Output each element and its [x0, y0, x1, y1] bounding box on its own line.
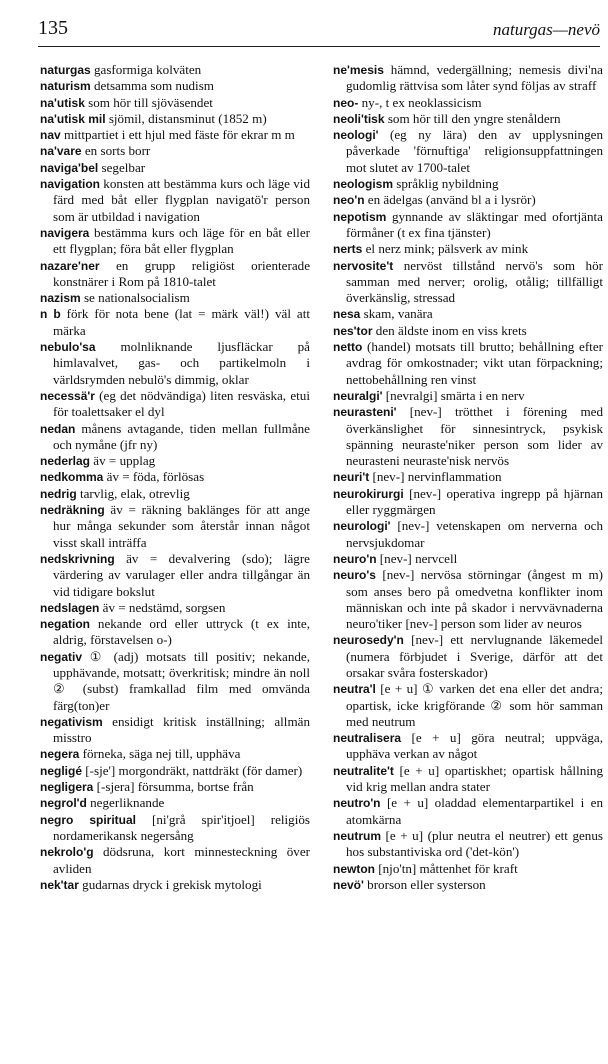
definition: förk för nota bene (lat = märk väl!) väl att märka	[53, 306, 310, 338]
definition: segelbar	[98, 159, 146, 175]
headword: nes'tor	[333, 323, 373, 338]
dictionary-entry	[40, 795, 310, 811]
dictionary-entry	[40, 258, 310, 291]
headword: nedan	[40, 421, 76, 436]
dictionary-entry	[333, 828, 603, 861]
dictionary-entry	[40, 877, 310, 893]
dictionary-entry	[333, 567, 603, 632]
headword: negrol'd	[40, 796, 87, 811]
definition: skam, vanära	[360, 306, 433, 322]
definition: (handel) motsats till brutto; behållning efter avdrag för omkostnader; vikt utan förpackning; nettobehållning ren vinst	[346, 339, 603, 387]
dictionary-entry	[40, 714, 310, 747]
headword: necessä'r	[40, 388, 95, 403]
dictionary-entry	[40, 176, 310, 225]
dictionary-entry	[333, 306, 603, 322]
dictionary-entry	[40, 225, 310, 258]
dictionary-entry	[333, 323, 603, 339]
dictionary-entry	[333, 877, 603, 893]
headword: neuri't	[333, 470, 370, 485]
definition: [nev-] nervösa störningar (ångest m m) som anses bero på omedvetna konflikter inom människan och inte på skador i nervvävnaderna neuro'tiker [nev-] person som lider av neuros	[346, 567, 603, 632]
definition: mittpartiet i ett hjul med fäste för ekrar m m	[60, 127, 295, 143]
headword: neo'n	[333, 193, 365, 208]
headword: nervosite't	[333, 258, 394, 273]
headword: neurasteni'	[333, 405, 397, 420]
definition: [nev-] trötthet i förening med överkänslighet för sinnesintryck, psykisk spänning neuraste'niker person som lider av neurasteni neuraste'nisk nervös	[346, 404, 603, 469]
dictionary-entry	[333, 258, 603, 307]
headword: n b	[40, 307, 61, 322]
dictionary-entry	[333, 681, 603, 730]
headword: nedskrivning	[40, 551, 115, 566]
dictionary-entry	[333, 795, 603, 828]
headword: neo-	[333, 95, 359, 110]
headword: neuro's	[333, 568, 376, 583]
definition: (eg ny lära) den av upplysningen påverkade 'förnuftiga' religionsuppfattningen mot slutet av 1700-talet	[346, 127, 603, 175]
definition: molnliknande ljusfläckar på himlavalvet, gas- och partikelmoln i världsrymden nebulö's dimmig, oklar	[53, 339, 310, 387]
dictionary-entry	[40, 469, 310, 485]
definition: [nev-] vetenskapen om nerverna och nervsjukdomar	[346, 518, 603, 550]
definition: bestämma kurs och läge för en båt eller ett flygplan; föra båt eller flygplan	[53, 224, 310, 257]
definition: el nerz mink; pälsverk av mink	[362, 241, 529, 257]
headword: newton	[333, 861, 375, 876]
definition: [njo'tn] måttenhet för kraft	[375, 860, 518, 876]
dictionary-entry	[40, 844, 310, 877]
headword: nek'tar	[40, 877, 79, 892]
headword: negativ	[40, 649, 83, 664]
dictionary-entry	[333, 111, 603, 127]
definition: gynnande av släktingar med ofortjänta förmåner (t ex fina tjänster)	[346, 208, 603, 240]
definition: konsten att bestämma kurs och läge vid färd med båt eller flygplan navigatö'r person som är utbildad i navigation	[53, 176, 310, 224]
dictionary-entry	[40, 78, 310, 94]
headword: negera	[40, 747, 80, 762]
dictionary-entry	[333, 404, 603, 469]
dictionary-entry	[40, 486, 310, 502]
dictionary-entry	[333, 241, 603, 257]
dictionary-entry	[40, 779, 310, 795]
dictionary-entry	[40, 388, 310, 421]
definition: äv = devalvering (sdo); lägre värdering av varulager eller andra tillgångar än vid tidigare bokslut	[53, 550, 310, 599]
guide-words: naturgas—nevö	[492, 20, 600, 39]
headword: naturgas	[40, 63, 91, 77]
definition: brorson eller systerson	[363, 876, 486, 892]
definition: den äldste inom en viss krets	[372, 322, 527, 338]
headword: nekrolo'g	[40, 845, 94, 860]
headword: nav	[40, 128, 61, 143]
dictionary-entry	[333, 763, 603, 796]
dictionary-entry	[333, 469, 603, 485]
dictionary-entry	[40, 127, 310, 143]
definition: se nationalsocialism	[80, 290, 190, 306]
definition: ensidigt kritisk inställning; allmän misstro	[53, 713, 310, 746]
definition: dödsruna, kort minnesteckning över avliden	[53, 844, 310, 876]
definition: detsamma som nudism	[90, 78, 214, 94]
dictionary-entry	[40, 339, 310, 388]
right-column	[333, 62, 603, 893]
headword: neutralisera	[333, 731, 402, 746]
headword: negligera	[40, 780, 94, 795]
headword: nazare'ner	[40, 258, 100, 273]
page-number: 135	[38, 17, 68, 39]
dictionary-entry	[333, 861, 603, 877]
definition: nekande ord eller uttryck (t ex inte, aldrig, förstavelsen o-)	[53, 616, 310, 648]
dictionary-entry	[333, 518, 603, 551]
headword: negation	[40, 617, 90, 632]
definition: [nevralgi] smärta i en nerv	[382, 387, 525, 403]
headword: naviga'bel	[40, 160, 99, 175]
dictionary-entry	[40, 600, 310, 616]
dictionary-entry	[40, 746, 310, 762]
headword: neutralite't	[333, 763, 394, 778]
dictionary-entry	[40, 290, 310, 306]
dictionary-entry	[40, 763, 310, 779]
definition: sjömil, distansminut (1852 m)	[105, 110, 267, 126]
definition: ny-, t ex neoklassicism	[358, 94, 482, 110]
headword: nebulo'sa	[40, 340, 96, 355]
dictionary-entry	[333, 62, 603, 95]
headword: neutrum	[333, 828, 381, 843]
definition: [nev-] ett nervlugnande läkemedel (numera förbjudet i Sverige, därför att det orsakar svåra fosterskador)	[346, 632, 603, 680]
definition: en ädelgas (använd bl a i lysrör)	[364, 192, 536, 208]
dictionary-entry	[40, 502, 310, 551]
headword: navigation	[40, 177, 101, 192]
dictionary-entry	[40, 649, 310, 714]
headword: ne'mesis	[333, 63, 384, 77]
definition: ① (adj) motsats till positiv; nekande, upphävande, motsatt; överkritisk; mindre än noll ② (subst) framkallad film med omvända färg(ton)er	[53, 648, 310, 713]
definition: gasformiga kolväten	[90, 62, 202, 77]
headword: na'vare	[40, 144, 82, 159]
headword: neutra'l	[333, 682, 376, 697]
dictionary-entry	[333, 339, 603, 388]
definition: äv = upplag	[90, 453, 156, 469]
headword: neutro'n	[333, 796, 381, 811]
dictionary-entry	[333, 95, 603, 111]
definition: en grupp religiöst orienterade konstnärer i Rom på 1810-talet	[53, 257, 310, 289]
definition: [e + u] opartiskhet; opartisk hållning vid krig mellan andra stater	[346, 762, 603, 795]
headword: neuralgi'	[333, 388, 383, 403]
definition: äv = föda, förlösas	[103, 469, 205, 485]
definition: [-sjera] försumma, bortse från	[93, 779, 254, 795]
headword: nevö'	[333, 877, 364, 892]
definition: [nev-] nervcell	[376, 550, 458, 566]
dictionary-entry	[40, 160, 310, 176]
definition: tarvlig, elak, otrevlig	[76, 485, 190, 501]
dictionary-entry	[333, 388, 603, 404]
headword: na'utisk	[40, 95, 85, 110]
dictionary-entry	[333, 632, 603, 681]
definition: (eg det nödvändiga) liten resväska, etui för toalettsaker el dyl	[53, 387, 310, 420]
dictionary-entry	[40, 453, 310, 469]
headword: nedslagen	[40, 600, 100, 615]
headword: neurologi'	[333, 519, 391, 534]
definition: förneka, säga nej till, upphäva	[79, 746, 241, 762]
dictionary-entry	[40, 551, 310, 600]
headword: negro spiritual	[40, 812, 137, 827]
definition: [e + u] göra neutral; uppväga, upphäva verkan av något	[346, 730, 603, 762]
headword: nazism	[40, 291, 81, 306]
dictionary-entry	[40, 812, 310, 845]
dictionary-entry	[333, 192, 603, 208]
headword: netto	[333, 340, 363, 355]
headword: neuro'n	[333, 551, 377, 566]
dictionary-entry	[40, 95, 310, 111]
dictionary-entry	[333, 730, 603, 763]
headword: neologi'	[333, 128, 379, 143]
definition: nervöst tillstånd nervö's som hör samman med nerver; orolig, otålig; tillfälligt överkänslig, stressad	[346, 257, 603, 306]
definition: hämnd, vedergällning; nemesis divi'na gudomlig rättvisa som låter synd följas av straff	[346, 62, 603, 94]
dictionary-entry	[40, 143, 310, 159]
definition: [nev-] nervinflammation	[369, 469, 502, 485]
page-header	[38, 14, 600, 40]
dictionary-entry	[40, 421, 310, 454]
dictionary-entry	[40, 111, 310, 127]
definition: som hör till den yngre stenåldern	[384, 110, 561, 126]
dictionary-entry	[40, 62, 310, 78]
definition: [e + u] oladdad elementarpartikel i en atomkärna	[346, 795, 603, 827]
definition: språklig nybildning	[393, 176, 499, 192]
definition: [-sje'] morgondräkt, nattdräkt (för damer)	[82, 762, 303, 778]
definition: [ni'grå spir'itjoel] religiös nordamerikansk negersång	[53, 811, 310, 843]
dictionary-entry	[333, 209, 603, 242]
headword: nerts	[333, 242, 363, 257]
headword: neurokirurgi	[333, 486, 404, 501]
definition: [e + u] (plur neutra el neutrer) ett genus hos substantiviska ord ('det-kön')	[346, 827, 603, 860]
dictionary-entry	[40, 306, 310, 339]
definition: [nev-] operativa ingrepp på hjärnan eller ryggmärgen	[346, 485, 603, 518]
headword: negativism	[40, 714, 103, 729]
headword: navigera	[40, 225, 90, 240]
headword: nedräkning	[40, 503, 105, 518]
headword: nedkomma	[40, 470, 104, 485]
header-rule	[38, 46, 600, 47]
headword: naturism	[40, 79, 91, 94]
headword: nesa	[333, 307, 361, 322]
definition: månens avtagande, tiden mellan fullmåne och nymåne (jfr ny)	[53, 420, 310, 452]
headword: neurosedy'n	[333, 633, 404, 648]
definition: äv = nedstämd, sorgsen	[99, 599, 226, 615]
dictionary-entry	[333, 486, 603, 519]
definition: som hör till sjöväsendet	[84, 94, 213, 110]
definition: gudarnas dryck i grekisk mytologi	[78, 876, 262, 892]
definition: [e + u] ① varken det ena eller det andra; opartisk, icke krigförande ② som hör samman med neutrum	[346, 681, 603, 729]
left-column	[40, 62, 310, 893]
headword: na'utisk mil	[40, 111, 106, 126]
dictionary-entry	[333, 551, 603, 567]
dictionary-entry	[40, 616, 310, 649]
definition: äv = räkning baklänges för att ange hur många sekunder som återstår innan något visst skall inträffa	[53, 502, 310, 550]
headword: nedrig	[40, 486, 77, 501]
dictionary-entry	[333, 176, 603, 192]
headword: nederlag	[40, 454, 91, 469]
definition: negerliknande	[86, 795, 165, 811]
headword: negligé	[40, 763, 83, 778]
headword: nepotism	[333, 209, 387, 224]
headword: neoli'tisk	[333, 111, 385, 126]
headword: neologism	[333, 177, 394, 192]
definition: en sorts borr	[81, 143, 151, 159]
dictionary-entry	[333, 127, 603, 176]
